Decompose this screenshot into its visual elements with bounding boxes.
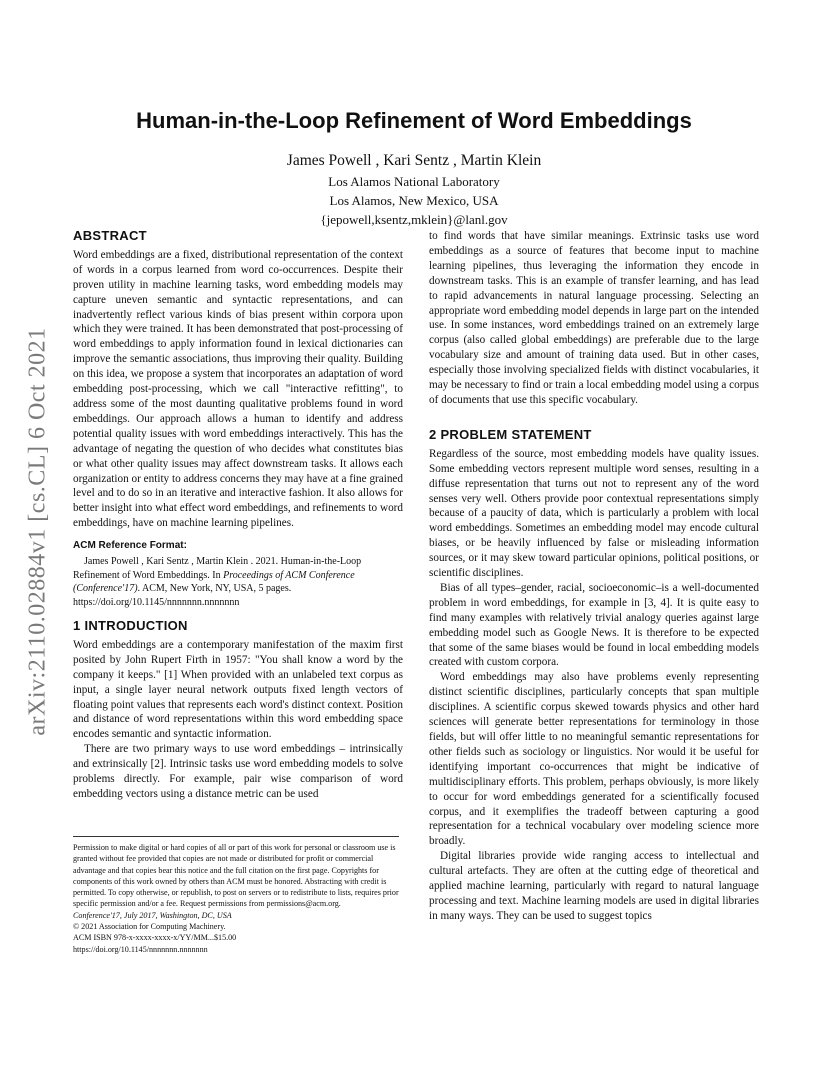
author-block	[0, 150, 828, 229]
reference-format-proceedings: Proceedings of ACM Conference (Conference'17)	[73, 569, 355, 595]
right-column	[429, 229, 759, 924]
intro-heading: 1 INTRODUCTION	[73, 618, 188, 634]
problem-paragraph-1: Regardless of the source, most embedding models have quality issues. Some embedding vectors represent multiple word senses, resulting in a diffuse representation that turns out not to represent any of the word senses very well. Others provide poor contextual representations simply because of a paucity of data, which is particularly a problem with local word embeddings. Sometimes an embedding model may encode cultural biases, or be heavily influenced by false or misleading information sources, or it may skew toward particular opinions, political positions, or scientific disciplines.	[429, 447, 759, 580]
footnote-doi: https://doi.org/10.1145/nnnnnnn.nnnnnnn	[73, 944, 208, 954]
left-column	[73, 229, 403, 802]
reference-format-lead: James Powell , Kari Sentz , Martin Klein . 2021. Human-in-the-Loop Refinement of Word Embeddings. In	[73, 556, 362, 581]
footnote-conference: Conference'17, July 2017, Washington, DC, USA	[73, 910, 232, 920]
reference-format-text	[73, 555, 403, 609]
intro-paragraph-1: Word embeddings are a contemporary manifestation of the maxim first posited by John Rupert Firth in 1957: "You shall know a word by the company it keeps." [1] When provided with an unlabeled text corpus as input, a single layer neural network outputs fixed length vectors of floating point values that represents each word's distinct context. Position and distance of word representations within this word embedding space encodes semantic and syntactic information.	[73, 638, 403, 741]
abstract-text: Word embeddings are a fixed, distributional representation of the context of words in a corpus learned from word co-occurrences. Despite their proven utility in machine learning tasks, word embedding models may capture uneven semantic and syntactic representations, and can inadvertently reflect various kinds of bias present within corpora upon which they were trained. It has been demonstrated that post-processing of word embeddings to apply information found in lexical dictionaries can improve the semantic associations, thus improving their quality. Building on this idea, we propose a system that incorporates an adaptation of word embedding post-processing, which we call "interactive refitting", to address some of the most daunting qualitative problems found in word embeddings. Our approach allows a human to identify and address potential quality issues with word embeddings interactively. This has the advantage of negating the question of who decides what constitutes bias or what other quality issues may affect downstream tasks. It allows each organization or entity to address concerns they may have at a fine grained level and to do so in an iterative and interactive fashion. It also allows for better insight into what effect word embeddings, and refinements to word embeddings, have on machine learning pipelines.	[73, 248, 403, 530]
author-affiliation: Los Alamos National Laboratory	[328, 174, 500, 189]
reference-format-tail: . ACM, New York, NY, USA, 5 pages. https://doi.org/10.1145/nnnnnnn.nnnnnnn	[73, 583, 292, 608]
paper-title: Human-in-the-Loop Refinement of Word Embeddings	[136, 108, 692, 133]
author-names: James Powell , Kari Sentz , Martin Klein	[286, 152, 542, 169]
footnote-copyright: © 2021 Association for Computing Machinery.	[73, 922, 226, 932]
arxiv-identifier	[18, 296, 58, 766]
problem-paragraph-3: Word embeddings may also have problems evenly representing distinct scientific disciplines, particularly concepts that span multiple disciplines. A scientific corpus skewed towards physics and other hard sciences will generate better representations for terminology in those fields, but will offer little to no meaningful semantic representations for other fields such as sociology or linguistics. Nor would it be useful for identifying important co-occurrences that might be indicative of multidisciplinary efforts. This problem, perhaps obviously, is more likely to occur for word embeddings generated for a scientifically focused corpus, and it exemplifies the tradeoff between capturing a good representation for a technical vocabulary over modeling science more broadly.	[429, 671, 759, 848]
copyright-footnote	[73, 836, 399, 955]
footnote-isbn: ACM ISBN 978-x-xxxx-xxxx-x/YY/MM...$15.00	[73, 933, 237, 943]
reference-format-heading: ACM Reference Format:	[73, 540, 187, 552]
intro-paragraph-2-continued: to find words that have similar meanings. Extrinsic tasks use word embeddings as a source of features that become input to machine learning pipelines, thus leveraging the information they encode in downstream tasks. This is an example of transfer learning, and has lead to rapid advancements in natural language processing. Selecting an appropriate word embedding model depends in large part on the intended use. In some instances, word embeddings trained on an extremely large corpus (also called global embeddings) are preferable due to the large vocabulary size and amount of training data used. But in other cases, especially those involving specialized fields with distinct vocabularies, it may be necessary to find or train a local embedding model using a corpus of documents that use this specific vocabulary.	[429, 230, 759, 406]
problem-statement-heading: 2 PROBLEM STATEMENT	[429, 426, 592, 442]
footnote-permission: Permission to make digital or hard copies of all or part of this work for personal or classroom use is granted without fee provided that copies are not made or distributed for profit or commercial advantage and that copies bear this notice and the full citation on the first page. Copyrights for components of this work owned by others than ACM must be honored. Abstracting with credit is permitted. To copy otherwise, or republish, to post on servers or to redistribute to lists, requires prior specific permission and/or a fee. Request permissions from permissions@acm.org.	[73, 843, 399, 909]
intro-paragraph-2: There are two primary ways to use word embeddings – intrinsically and extrinsically [2]. Intrinsic tasks use word embedding models to solve problems directly. For example, pair wise comparison of word embedding vectors using a distance metric can be used	[73, 743, 403, 800]
author-location: Los Alamos, New Mexico, USA	[329, 193, 499, 208]
problem-paragraph-4: Digital libraries provide wide ranging access to intellectual and cultural artefacts. They are often at the cutting edge of theoretical and applied machine learning, particularly with regard to natural language processing and text. Machine learning models are used in digital libraries in many ways. They can be used to suggest topics	[429, 850, 759, 922]
problem-paragraph-2: Bias of all types–gender, racial, socioeconomic–is a well-documented problem in word embeddings, for example in [3, 4]. It is quite easy to find many examples with relatively trivial analogy queries against large embedding model such as Google News. It is therefore to be expected that some of the same biases would be found in local embedding models created with custom corpora.	[429, 581, 759, 669]
author-emails: {jepowell,ksentz,mklein}@lanl.gov	[320, 212, 508, 227]
abstract-heading: ABSTRACT	[73, 228, 147, 243]
arxiv-identifier-text: arXiv:2110.02884v1 [cs.CL] 6 Oct 2021	[24, 326, 51, 736]
